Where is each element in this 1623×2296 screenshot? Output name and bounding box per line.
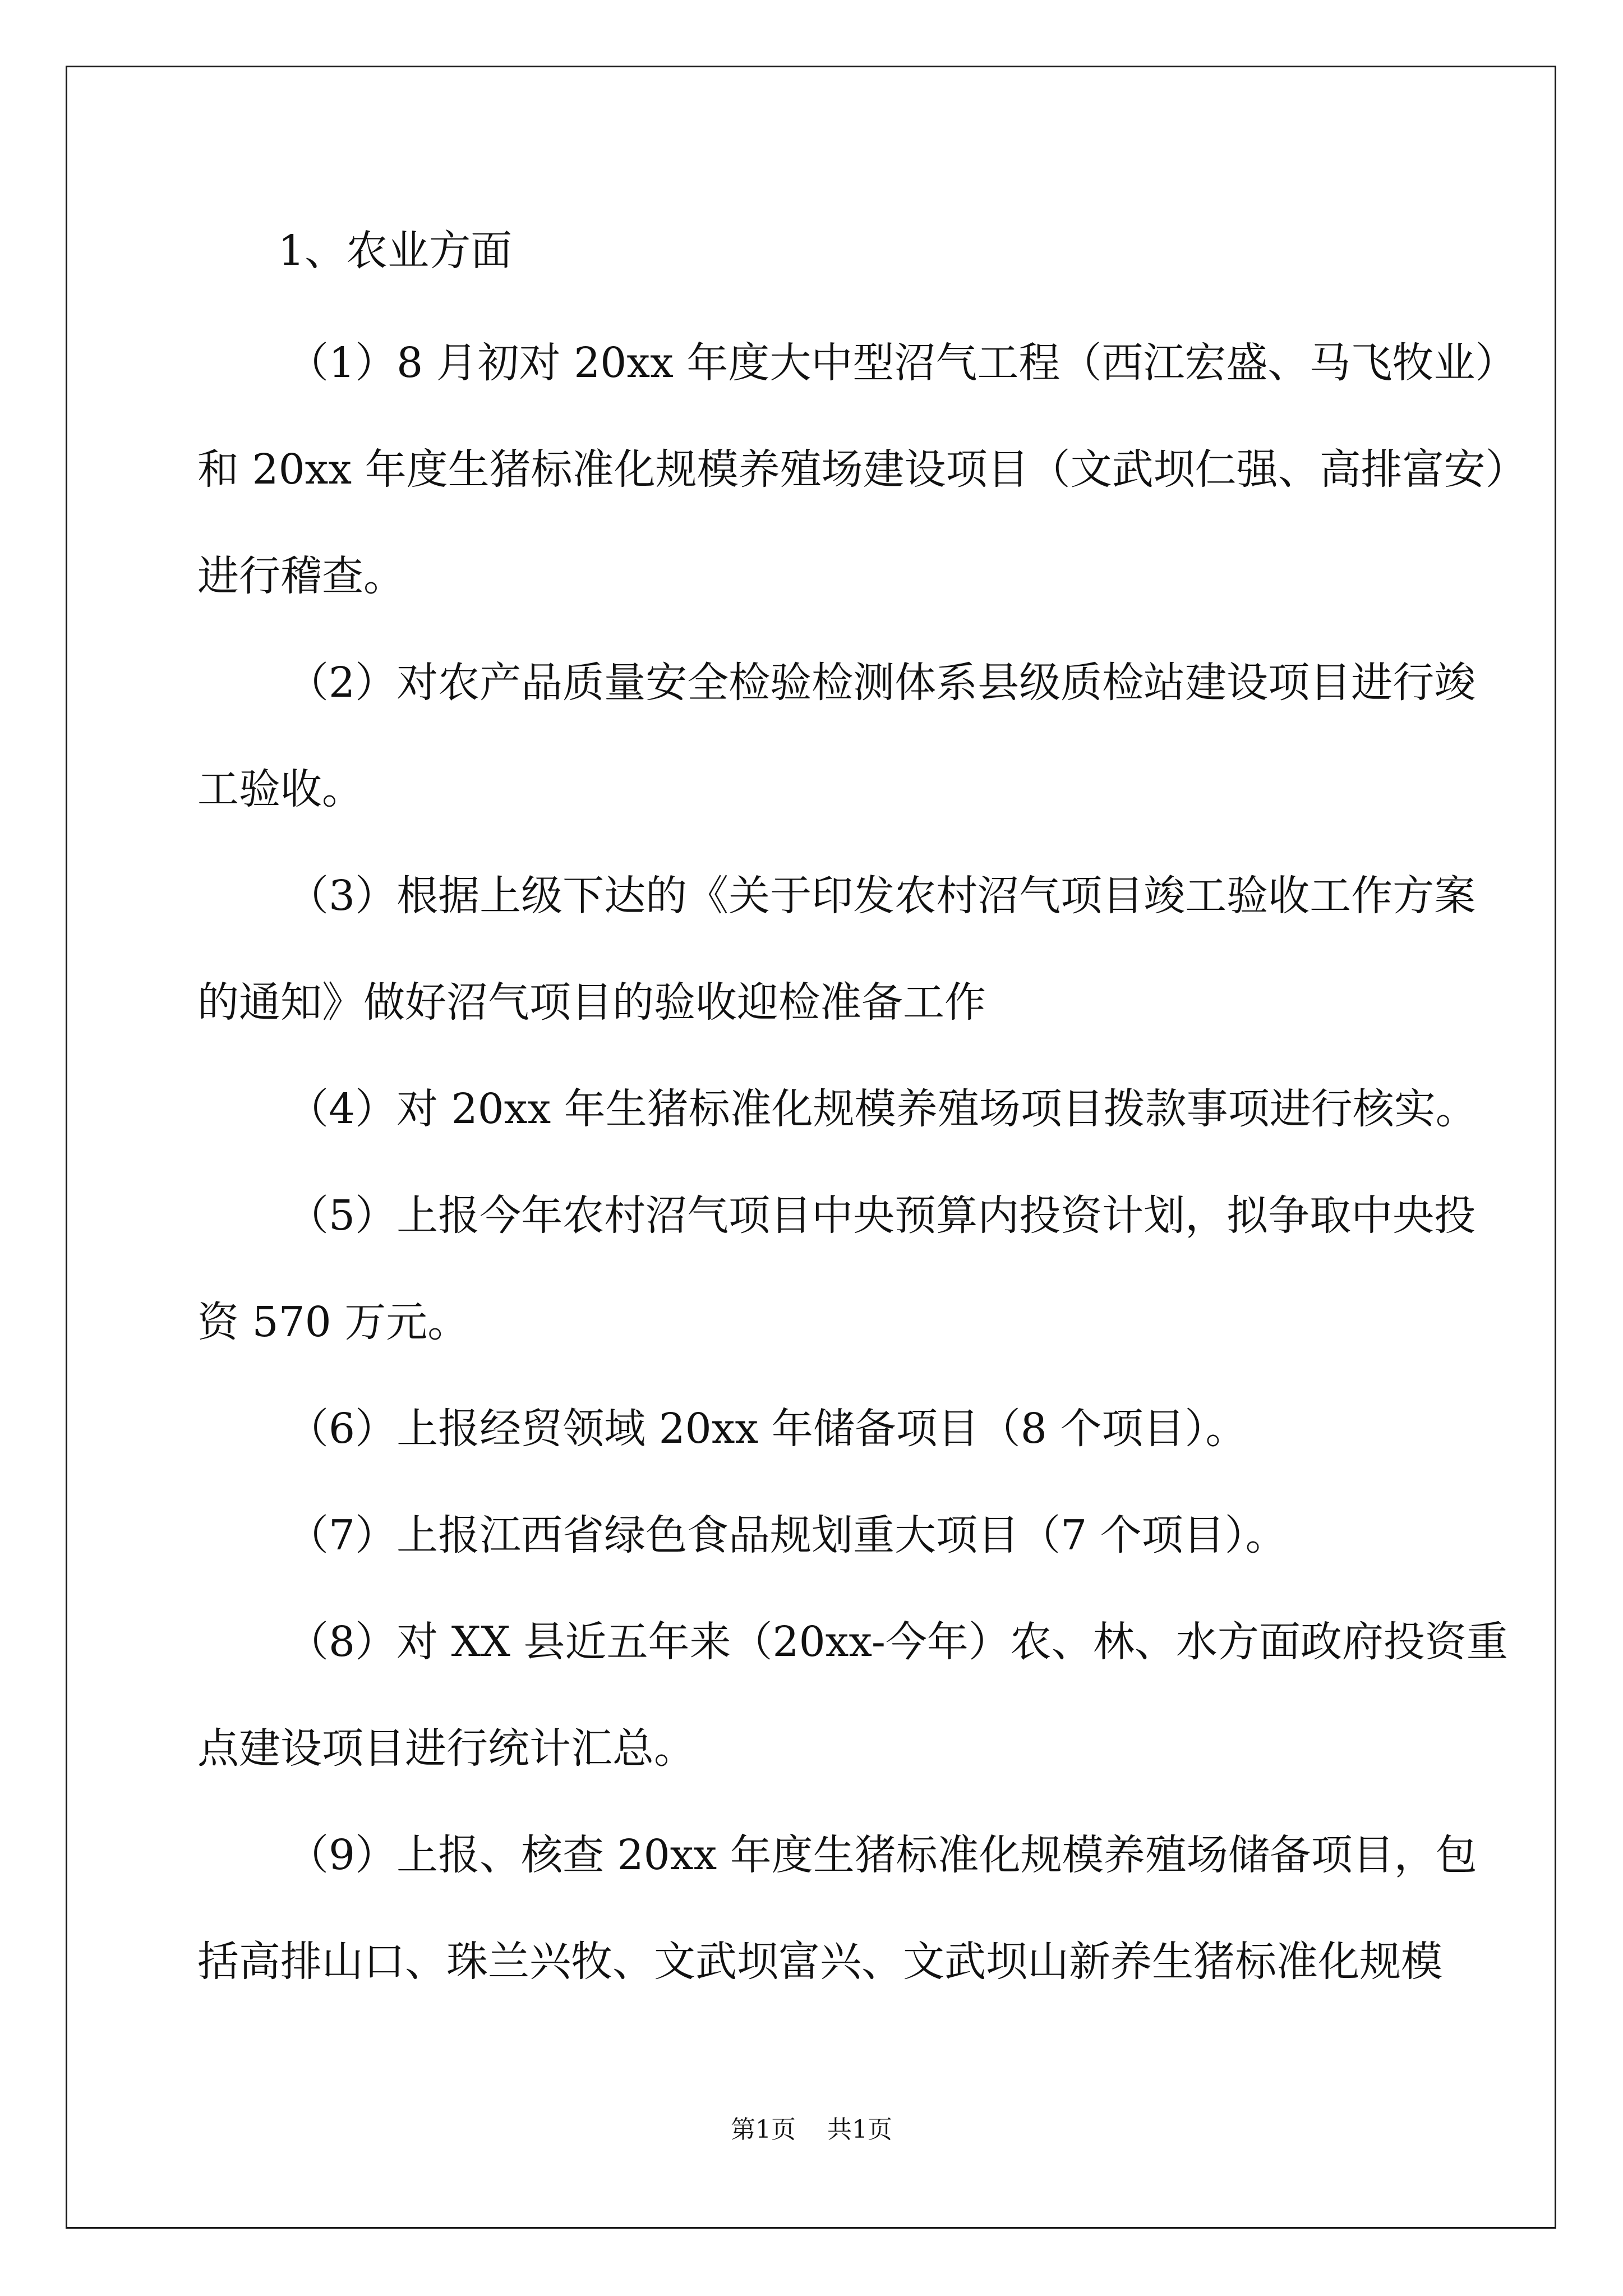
paragraph-line: （6）上报经贸领域 20xx 年储备项目（8 个项目）。 (287, 1405, 1247, 1453)
paragraph-line: （8）对 XX 县近五年来（20xx-今年）农、林、水方面政府投资重 (287, 1618, 1508, 1666)
paragraph-line: （4）对 20xx 年生猪标准化规模养殖场项目拨款事项进行核实。 (287, 1085, 1477, 1133)
paragraph-line: 的通知》做好沼气项目的验收迎检准备工作 (197, 978, 986, 1027)
paragraph-line: （3）根据上级下达的《关于印发农村沼气项目竣工验收工作方案 (287, 872, 1476, 920)
paragraph-line: 进行稽查。 (197, 552, 405, 600)
paragraph-line: 资 570 万元。 (197, 1298, 469, 1346)
paragraph-line: （7）上报江西省绿色食品规划重大项目（7 个项目）。 (287, 1511, 1287, 1559)
paragraph-line: （2）对农产品质量安全检验检测体系县级质检站建设项目进行竣 (287, 659, 1476, 707)
paragraph-line: （5）上报今年农村沼气项目中央预算内投资计划，拟争取中央投 (287, 1191, 1476, 1240)
page-border (66, 66, 1556, 2229)
paragraph-line: 和 20xx 年度生猪标准化规模养殖场建设项目（文武坝仁强、高排富安） (197, 445, 1527, 494)
section-heading: 1、农业方面 (278, 227, 513, 275)
paragraph-line: （9）上报、核查 20xx 年度生猪标准化规模养殖场储备项目，包 (287, 1831, 1477, 1879)
paragraph-line: 工验收。 (197, 765, 363, 813)
paragraph-line: 点建设项目进行统计汇总。 (197, 1724, 695, 1773)
paragraph-line: 括高排山口、珠兰兴牧、文武坝富兴、文武坝山新养生猪标准化规模 (197, 1938, 1442, 1986)
page-footer: 第1页 共1页 (731, 2115, 892, 2144)
paragraph-line: （1）8 月初对 20xx 年度大中型沼气工程（西江宏盛、马飞牧业） (287, 339, 1517, 387)
